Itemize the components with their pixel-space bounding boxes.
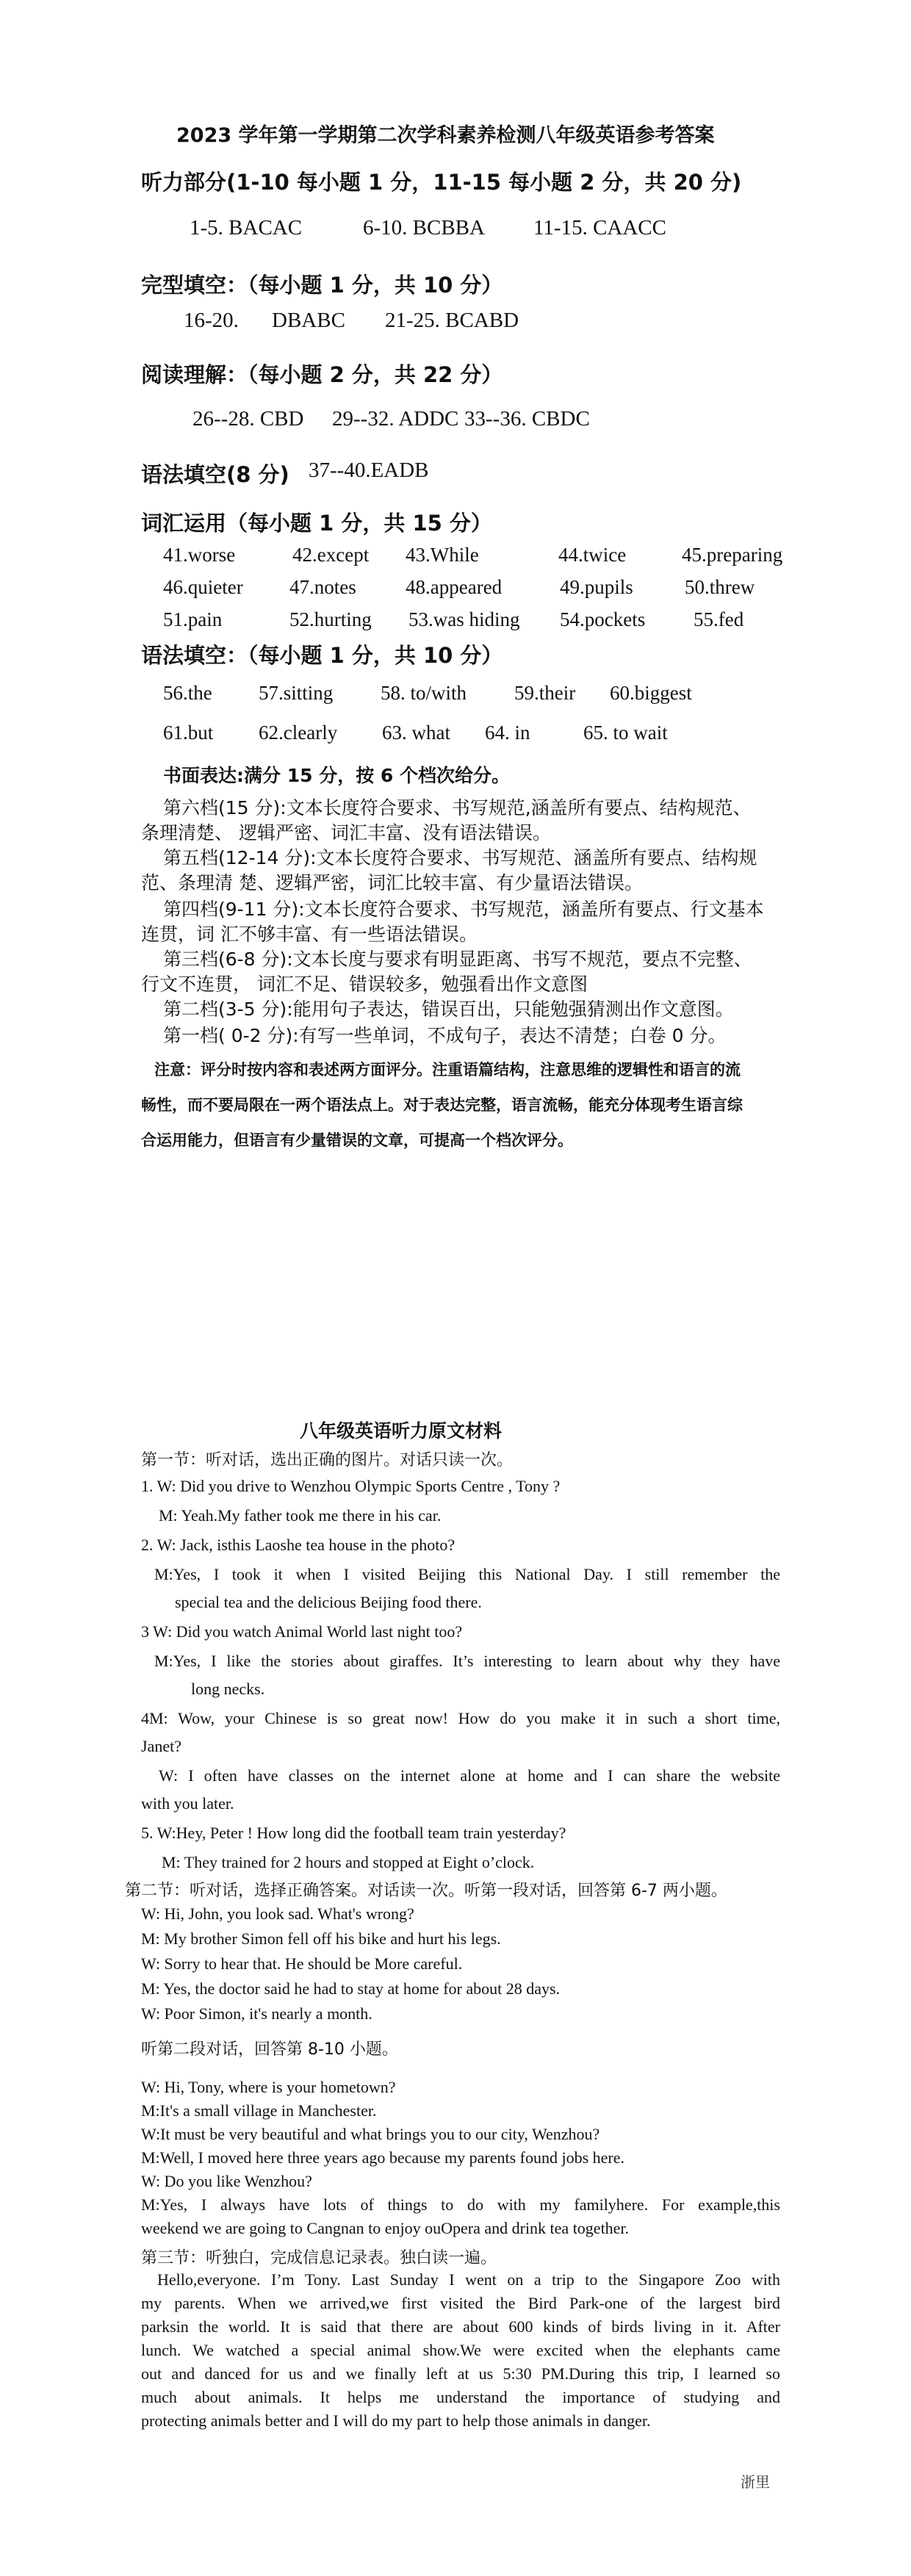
page-title: 2023 学年第一学期第二次学科素养检测八年级英语参考答案 <box>176 124 715 147</box>
vocab-answer: 44.twice <box>558 544 627 566</box>
grade-5-line-1: 第五档(12-14 分):文本长度符合要求、书写规范、涵盖所有要点、结构规 <box>163 847 757 868</box>
footer-watermark: 浙里 <box>741 2473 770 2491</box>
grammar-cloze-2-heading: 语法填空：（每小题 1 分，共 10 分） <box>141 643 503 668</box>
script-line: M:Yes, I took it when I visited Beijing this National Day. I still remember the <box>154 1565 780 1583</box>
vocab-answer: 48.appeared <box>406 576 503 598</box>
script-line: M:Well, I moved here three years ago because my parents found jobs here. <box>141 2148 624 2167</box>
grammar-answer: 65. to wait <box>583 722 668 744</box>
grammar-answer: 60.biggest <box>610 682 692 704</box>
grade-6-line-1: 第六档(15 分):文本长度符合要求、书写规范,涵盖所有要点、结构规范、 <box>163 797 752 819</box>
note-line-2: 畅性，而不要局限在一两个语法点上。对于表达完整，语言流畅，能充分体现考生语言综 <box>141 1096 743 1114</box>
vocab-heading: 词汇运用（每小题 1 分，共 15 分） <box>141 511 492 536</box>
reading-heading: 阅读理解：（每小题 2 分，共 22 分） <box>141 362 503 387</box>
monologue-line: Hello,everyone. I’m Tony. Last Sunday I went on a trip to the Singapore Zoo with <box>157 2270 780 2289</box>
reading-answers-3: 33--36. CBDC <box>464 407 590 431</box>
script-line: M: They trained for 2 hours and stopped at Eight o’clock. <box>162 1853 535 1871</box>
script-line: M: My brother Simon fell off his bike and hurt his legs. <box>141 1929 501 1948</box>
script-line: W: Sorry to hear that. He should be More careful. <box>141 1954 463 1973</box>
vocab-answer: 50.threw <box>685 576 755 598</box>
grammar-cloze-1-heading: 语法填空(8 分) <box>141 462 289 487</box>
script-line: W:It must be very beautiful and what brings you to our city, Wenzhou? <box>141 2125 600 2143</box>
grammar-answer: 63. what <box>382 722 450 744</box>
grammar-answer: 64. in <box>485 722 530 744</box>
vocab-answer: 55.fed <box>694 608 744 630</box>
cloze-answers-1: DBABC <box>272 309 345 332</box>
script-line: long necks. <box>191 1680 265 1698</box>
grade-3-line-2: 行文不连贯， 词汇不足、错误较多，勉强看出作文意图 <box>141 974 588 995</box>
vocab-answer: 46.quieter <box>163 576 243 598</box>
grammar-answer: 57.sitting <box>259 682 334 704</box>
monologue-line: parksin the world. It is said that there are about 600 kinds of birds living in it. After <box>141 2317 780 2336</box>
script-line: M:Yes, I always have lots of things to do with my familyhere. For example,this <box>141 2195 780 2214</box>
script-line: M: Yeah.My father took me there in his car. <box>159 1506 442 1525</box>
vocab-answer: 43.While <box>406 544 479 566</box>
note-line-1: 注意：评分时按内容和表述两方面评分。注重语篇结构，注意思维的逻辑性和语言的流 <box>154 1061 741 1079</box>
script-line: weekend we are going to Cangnan to enjoy ouOpera and drink tea together. <box>141 2219 630 2237</box>
listening-script-title: 八年级英语听力原文材料 <box>300 1420 503 1442</box>
script-line: M:Yes, I like the stories about giraffes. It’s interesting to learn about why they have <box>154 1652 780 1670</box>
listening-answers-2: 6-10. BCBBA <box>363 216 485 240</box>
script-line: 4M: Wow, your Chinese is so great now! How do you make it in such a short time, <box>141 1709 780 1727</box>
script-line: W: I often have classes on the internet alone at home and I can share the website <box>159 1766 780 1785</box>
cloze-answers-label: 16-20. <box>184 309 239 332</box>
grammar-answer: 61.but <box>163 722 214 744</box>
script-line: W: Poor Simon, it's nearly a month. <box>141 2004 372 2023</box>
grammar-answer: 58. to/with <box>381 682 467 704</box>
grammar-answer: 56.the <box>163 682 212 704</box>
part1-heading: 第一节：听对话，选出正确的图片。对话只读一次。 <box>141 1451 514 1469</box>
script-line: special tea and the delicious Beijing food there. <box>175 1593 482 1611</box>
script-line: 2. W: Jack, isthis Laoshe tea house in the photo? <box>141 1536 455 1554</box>
grade-5-line-2: 范、条理清 楚、逻辑严密，词汇比较丰富、有少量语法错误。 <box>141 872 643 893</box>
vocab-answer: 47.notes <box>289 576 356 598</box>
listening-answers-3: 11-15. CAACC <box>533 216 666 240</box>
part2-dialog2-heading: 听第二段对话，回答第 8-10 小题。 <box>141 2040 398 2059</box>
script-line: Janet? <box>141 1737 181 1755</box>
reading-answers-2: 29--32. ADDC <box>332 407 459 431</box>
script-line: 1. W: Did you drive to Wenzhou Olympic Sports Centre , Tony ? <box>141 1477 561 1495</box>
monologue-line: lunch. We watched a special animal show.We were excited when the elephants came <box>141 2341 780 2359</box>
vocab-answer: 42.except <box>292 544 370 566</box>
monologue-line: out and danced for us and we finally left at us 5:30 PM.During this trip, I learned so <box>141 2364 780 2383</box>
cloze-answers-2: 21-25. BCABD <box>385 309 519 332</box>
grade-1-line: 第一档( 0-2 分):有写一些单词，不成句子，表达不清楚；白卷 0 分。 <box>163 1025 727 1046</box>
listening-answers-1: 1-5. BACAC <box>190 216 303 240</box>
vocab-answer: 51.pain <box>163 608 223 630</box>
monologue-line: protecting animals better and I will do my part to help those animals in danger. <box>141 2411 651 2430</box>
vocab-answer: 49.pupils <box>560 576 633 598</box>
cloze-heading: 完型填空：（每小题 1 分，共 10 分） <box>141 273 503 298</box>
script-line: 3 W: Did you watch Animal World last night too? <box>141 1622 463 1641</box>
vocab-answer: 41.worse <box>163 544 236 566</box>
grammar-answer: 62.clearly <box>259 722 338 744</box>
script-line: 5. W:Hey, Peter ! How long did the football team train yesterday? <box>141 1824 566 1842</box>
grade-6-line-2: 条理清楚、 逻辑严密、词汇丰富、没有语法错误。 <box>141 822 551 843</box>
grade-2-line: 第二档(3-5 分):能用句子表达，错误百出，只能勉强猜测出作文意图。 <box>163 999 734 1020</box>
script-line: with you later. <box>141 1794 234 1813</box>
writing-heading: 书面表达:满分 15 分，按 6 个档次给分。 <box>163 765 510 786</box>
script-line: W: Hi, John, you look sad. What's wrong? <box>141 1904 414 1923</box>
listening-heading: 听力部分(1-10 每小题 1 分，11-15 每小题 2 分，共 20 分) <box>141 170 742 195</box>
grammar-answer: 59.their <box>514 682 576 704</box>
note-line-3: 合运用能力，但语言有少量错误的文章，可提高一个档次评分。 <box>141 1132 573 1149</box>
vocab-answer: 54.pockets <box>560 608 646 630</box>
script-line: M: Yes, the doctor said he had to stay at home for about 28 days. <box>141 1979 561 1998</box>
monologue-line: my parents. When we arrived,we first visited the Bird Park-one of the largest bird <box>141 2294 780 2312</box>
grammar-cloze-1-answer: 37--40.EADB <box>309 458 429 482</box>
script-line: W: Do you like Wenzhou? <box>141 2172 312 2190</box>
script-line: M:It's a small village in Manchester. <box>141 2101 377 2120</box>
grade-4-line-1: 第四档(9-11 分):文本长度符合要求、书写规范，涵盖所有要点、行文基本 <box>163 899 764 920</box>
part3-heading: 第三节：听独白，完成信息记录表。独白读一遍。 <box>141 2249 497 2267</box>
script-line: W: Hi, Tony, where is your hometown? <box>141 2078 396 2096</box>
vocab-answer: 53.was hiding <box>408 608 520 630</box>
vocab-answer: 45.preparing <box>682 544 783 566</box>
grade-4-line-2: 连贯，词 汇不够丰富、有一些语法错误。 <box>141 924 478 945</box>
grade-3-line-1: 第三档(6-8 分):文本长度与要求有明显距离、书写不规范，要点不完整、 <box>163 949 752 970</box>
vocab-answer: 52.hurting <box>289 608 372 630</box>
part2-heading: 第二节：听对话，选择正确答案。对话读一次。听第一段对话，回答第 6-7 两小题。 <box>125 1882 727 1900</box>
monologue-line: much about animals. It helps me understand the importance of studying and <box>141 2388 780 2406</box>
reading-answers-1: 26--28. CBD <box>192 407 304 431</box>
